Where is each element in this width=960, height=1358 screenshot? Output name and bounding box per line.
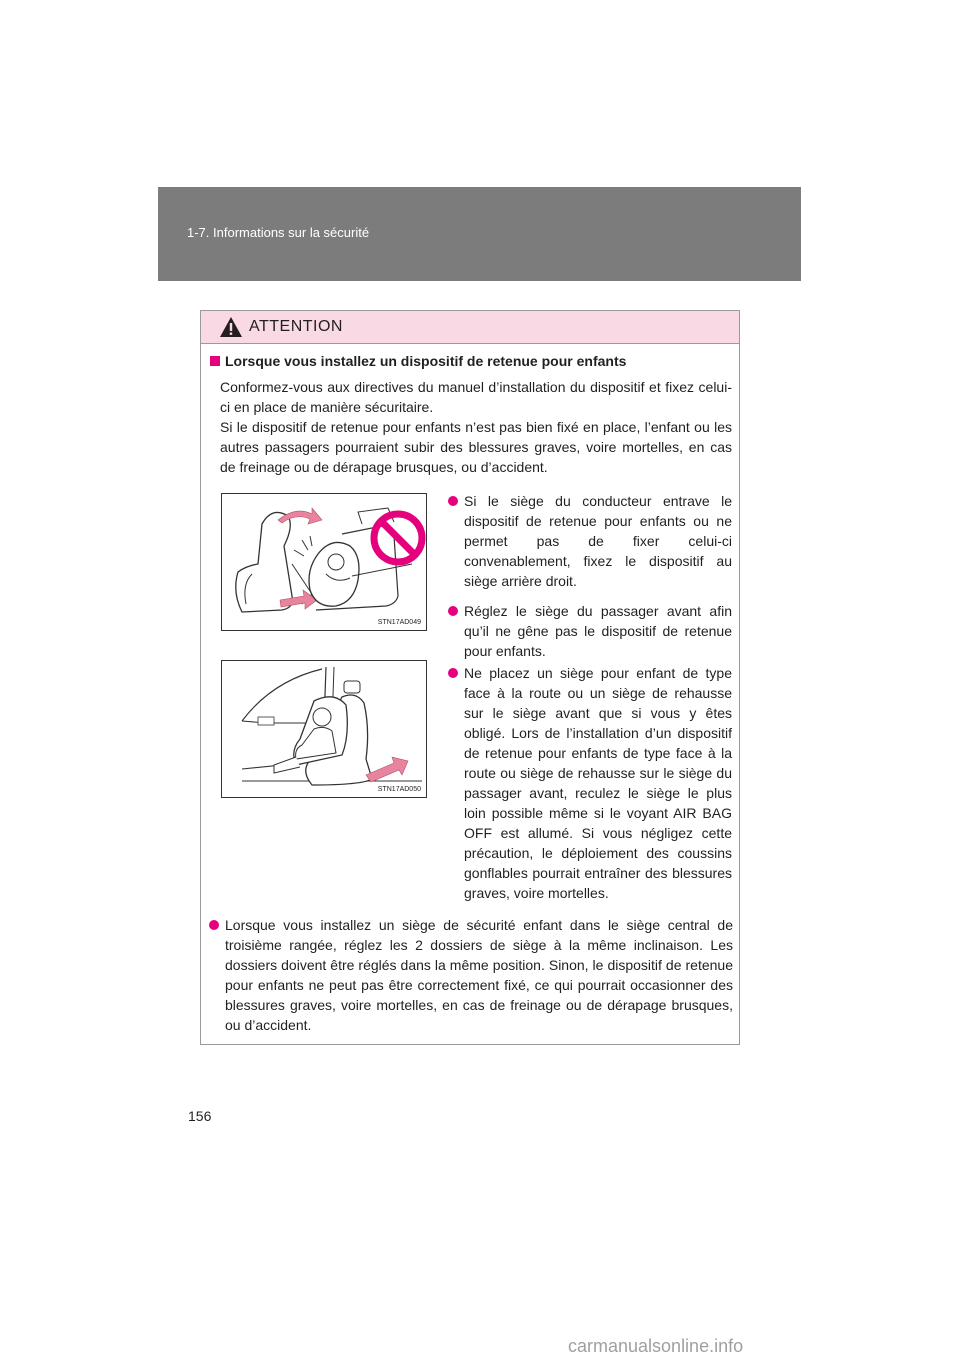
bullet-item <box>440 491 732 591</box>
bullet-text: Réglez le siège du passager avant afin qu’il ne gêne pas le dispositif de retenue pour enfants. <box>464 603 732 659</box>
square-bullet-icon <box>210 356 220 366</box>
circle-bullet-icon <box>448 668 458 678</box>
warning-header <box>201 311 739 344</box>
bullet-text: Si le siège du conducteur entrave le dispositif de retenue pour enfants ou ne permet pas de fixer celui-ci convenablement, fixez le dispositif au siège arrière droit. <box>464 493 732 589</box>
page-number: 156 <box>188 1108 212 1124</box>
bullet-text: Lorsque vous installez un siège de sécurité enfant dans le siège central de troisième rangée, réglez les 2 dossiers de siège à la même inclinaison. Les dossiers doivent être réglés dans la même position. Sinon, le dispositif de retenue pour enfants ne peut pas être correctement fixé, ce qui pourrait occasionner des blessures graves, voire mortelles, en cas de freinage ou de dérapage brusques, ou d’accident. <box>225 917 733 1033</box>
section-heading <box>210 353 626 369</box>
circle-bullet-icon <box>209 920 219 930</box>
illustration-driver-seat-child-seat <box>222 494 426 630</box>
figure-code: STN17AD049 <box>377 619 421 626</box>
bullet-text: Ne placez un siège pour enfant de type face à la route ou un siège de rehausse sur le siège avant que si vous y êtes obligé. Lors de l’installation d’un dispositif de retenue pour enfants de type face à la route ou siège de rehausse sur le siège du passager avant, reculez le siège le plus loin possible même si le voyant AIR BAG OFF est allumé. Si vous négligez cette précaution, le déploiement des coussins gonflables pourrait entraîner des blessures graves, voire mortelles. <box>464 665 732 901</box>
warning-box <box>200 310 740 1045</box>
warning-triangle-icon <box>219 316 243 338</box>
paragraph-2: Si le dispositif de retenue pour enfants n’est pas bien fixé en place, l’enfant ou les autres passagers pourraient subir des blessures graves, voire mortelles, en cas de freinage ou de dérapage brusques, ou d’accident. <box>220 419 732 475</box>
figure-front-seat-child-seat <box>221 660 427 798</box>
paragraph-1: Conformez-vous aux directives du manuel d’installation du dispositif et fixez celui-ci en place de manière sécuritaire. <box>220 379 732 415</box>
illustration-front-passenger-child-seat <box>222 661 426 797</box>
circle-bullet-icon <box>448 496 458 506</box>
section-heading-text: Lorsque vous installez un dispositif de retenue pour enfants <box>225 353 627 369</box>
figure-code: STN17AD050 <box>377 786 421 793</box>
bullet-item <box>440 663 732 903</box>
bullet-item <box>201 915 741 1035</box>
figure-driver-seat-prohibited <box>221 493 427 631</box>
bullet-item <box>440 601 732 661</box>
footer-watermark: carmanualsonline.info <box>568 1336 744 1356</box>
section-title: 1-7. Informations sur la sécurité <box>187 225 370 240</box>
warning-title: ATTENTION <box>249 318 343 335</box>
circle-bullet-icon <box>448 606 458 616</box>
section-header-band <box>158 187 801 281</box>
